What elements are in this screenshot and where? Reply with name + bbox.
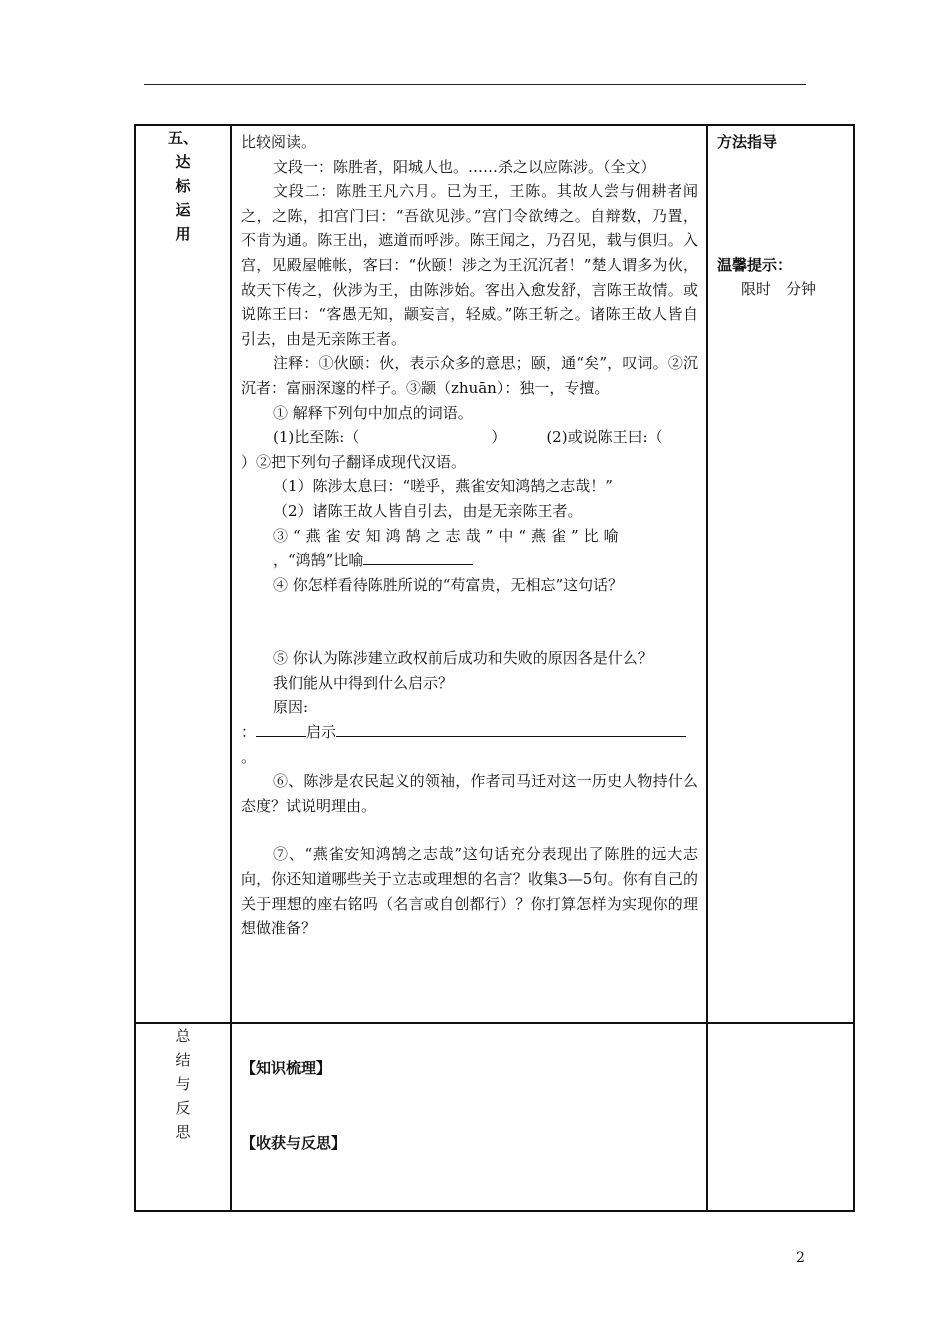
section-label-practice: 五、 达 标 运 用 bbox=[167, 129, 198, 243]
section-row-summary bbox=[135, 1023, 854, 1211]
side-notes-cell bbox=[707, 125, 854, 1023]
reflection-heading: 【收获与反思】 bbox=[241, 1133, 347, 1152]
question-1: ① 解释下列句中加点的词语。 bbox=[273, 403, 473, 422]
question-5a: ⑤ 你认为陈涉建立政权前后成功和失败的原因各是什么？ bbox=[273, 649, 653, 668]
page-number: 2 bbox=[796, 1250, 805, 1266]
question-2: ）②把下列句子翻译成现代汉语。 bbox=[241, 452, 467, 471]
lesson-table bbox=[134, 124, 855, 1212]
question-2a: （1）陈涉太息曰：“嗟乎，燕雀安知鸿鹄之志哉！” bbox=[273, 477, 613, 496]
section-row-practice bbox=[135, 125, 854, 1023]
question-4: ④ 你怎样看待陈胜所说的“苟富贵，无相忘”这句话？ bbox=[273, 575, 624, 594]
time-limit: 限时 分钟 bbox=[741, 280, 817, 299]
question-7: ⑦、“燕雀安知鸿鹄之志哉”这句话充分表现出了陈胜的远大志向，你还知道哪些关于立志或理想的名言？收集3—5句。你有自己的关于理想的座右铭吗（名言或自创都行）？你打算怎样为实现你的理想做准备？ bbox=[241, 845, 698, 938]
question-2b: （2）诸陈王故人皆自引去，由是无亲陈王者。 bbox=[273, 501, 583, 520]
header-rule bbox=[144, 84, 806, 85]
question-3a: ③“燕雀安知鸿鹄之志哉”中“燕雀”比喻 bbox=[273, 526, 624, 545]
summary-content-cell bbox=[231, 1023, 707, 1211]
knowledge-heading: 【知识梳理】 bbox=[241, 1059, 332, 1077]
question-5-blanks: ： 启示 bbox=[241, 720, 698, 745]
question-5b: 我们能从中得到什么启示？ bbox=[273, 673, 454, 692]
question-5c: 原因: bbox=[273, 698, 309, 717]
section-label-cell bbox=[135, 125, 231, 1023]
tip-heading: 温馨提示： bbox=[717, 255, 793, 274]
insight-blank[interactable] bbox=[336, 720, 686, 737]
question-6: ⑥、陈涉是农民起义的领袖，作者司马迁对这一历史人物持什么态度？试说明理由。 bbox=[241, 772, 698, 815]
notes: 注释：①伙颐：伙，表示众多的意思；颐，通“矣”，叹词。②沉沉者：富丽深邃的样子。③颛（zhuān）：独一，专擅。 bbox=[241, 354, 698, 397]
question-3b: ，“鸿鹄”比喻 bbox=[241, 548, 698, 573]
passage-1: 文段一：陈胜者，阳城人也。……杀之以应陈涉。（全文） bbox=[273, 157, 656, 176]
practice-content-cell bbox=[231, 125, 707, 1023]
reason-blank[interactable] bbox=[256, 720, 306, 737]
summary-side-cell bbox=[707, 1023, 854, 1211]
answer-blank[interactable] bbox=[363, 548, 473, 565]
summary-label-cell bbox=[135, 1023, 231, 1211]
passage-2: 文段二：陈胜王凡六月。已为王，王陈。其故人尝与佣耕者闻之，之陈，扣宫门曰：“吾欲见涉。”宫门令欲缚之。自辩数，乃置，不肯为通。陈王出，遮道而呼涉。陈王闻之，乃召见，载与俱归。入宫，见殿屋帷帐，客曰：“伙颐！涉之为王沉沉者！”楚人谓多为伙，故天下传之，伙涉为王，由陈涉始。客出入愈发舒，言陈王故情。或说陈王曰：“客愚无知，颛妄言，轻威。”陈王斩之。诸陈王故人皆自引去，由是无亲陈王者。 bbox=[241, 182, 698, 348]
section-label-summary: 总 结 与 反 思 bbox=[175, 1027, 191, 1141]
intro-text: 比较阅读。 bbox=[241, 133, 317, 151]
question-1-items: (1)比至陈:（ ） (2)或说陈王曰:（ bbox=[273, 428, 663, 447]
question-5-end: 。 bbox=[241, 747, 257, 766]
method-heading: 方法指导 bbox=[717, 133, 778, 151]
